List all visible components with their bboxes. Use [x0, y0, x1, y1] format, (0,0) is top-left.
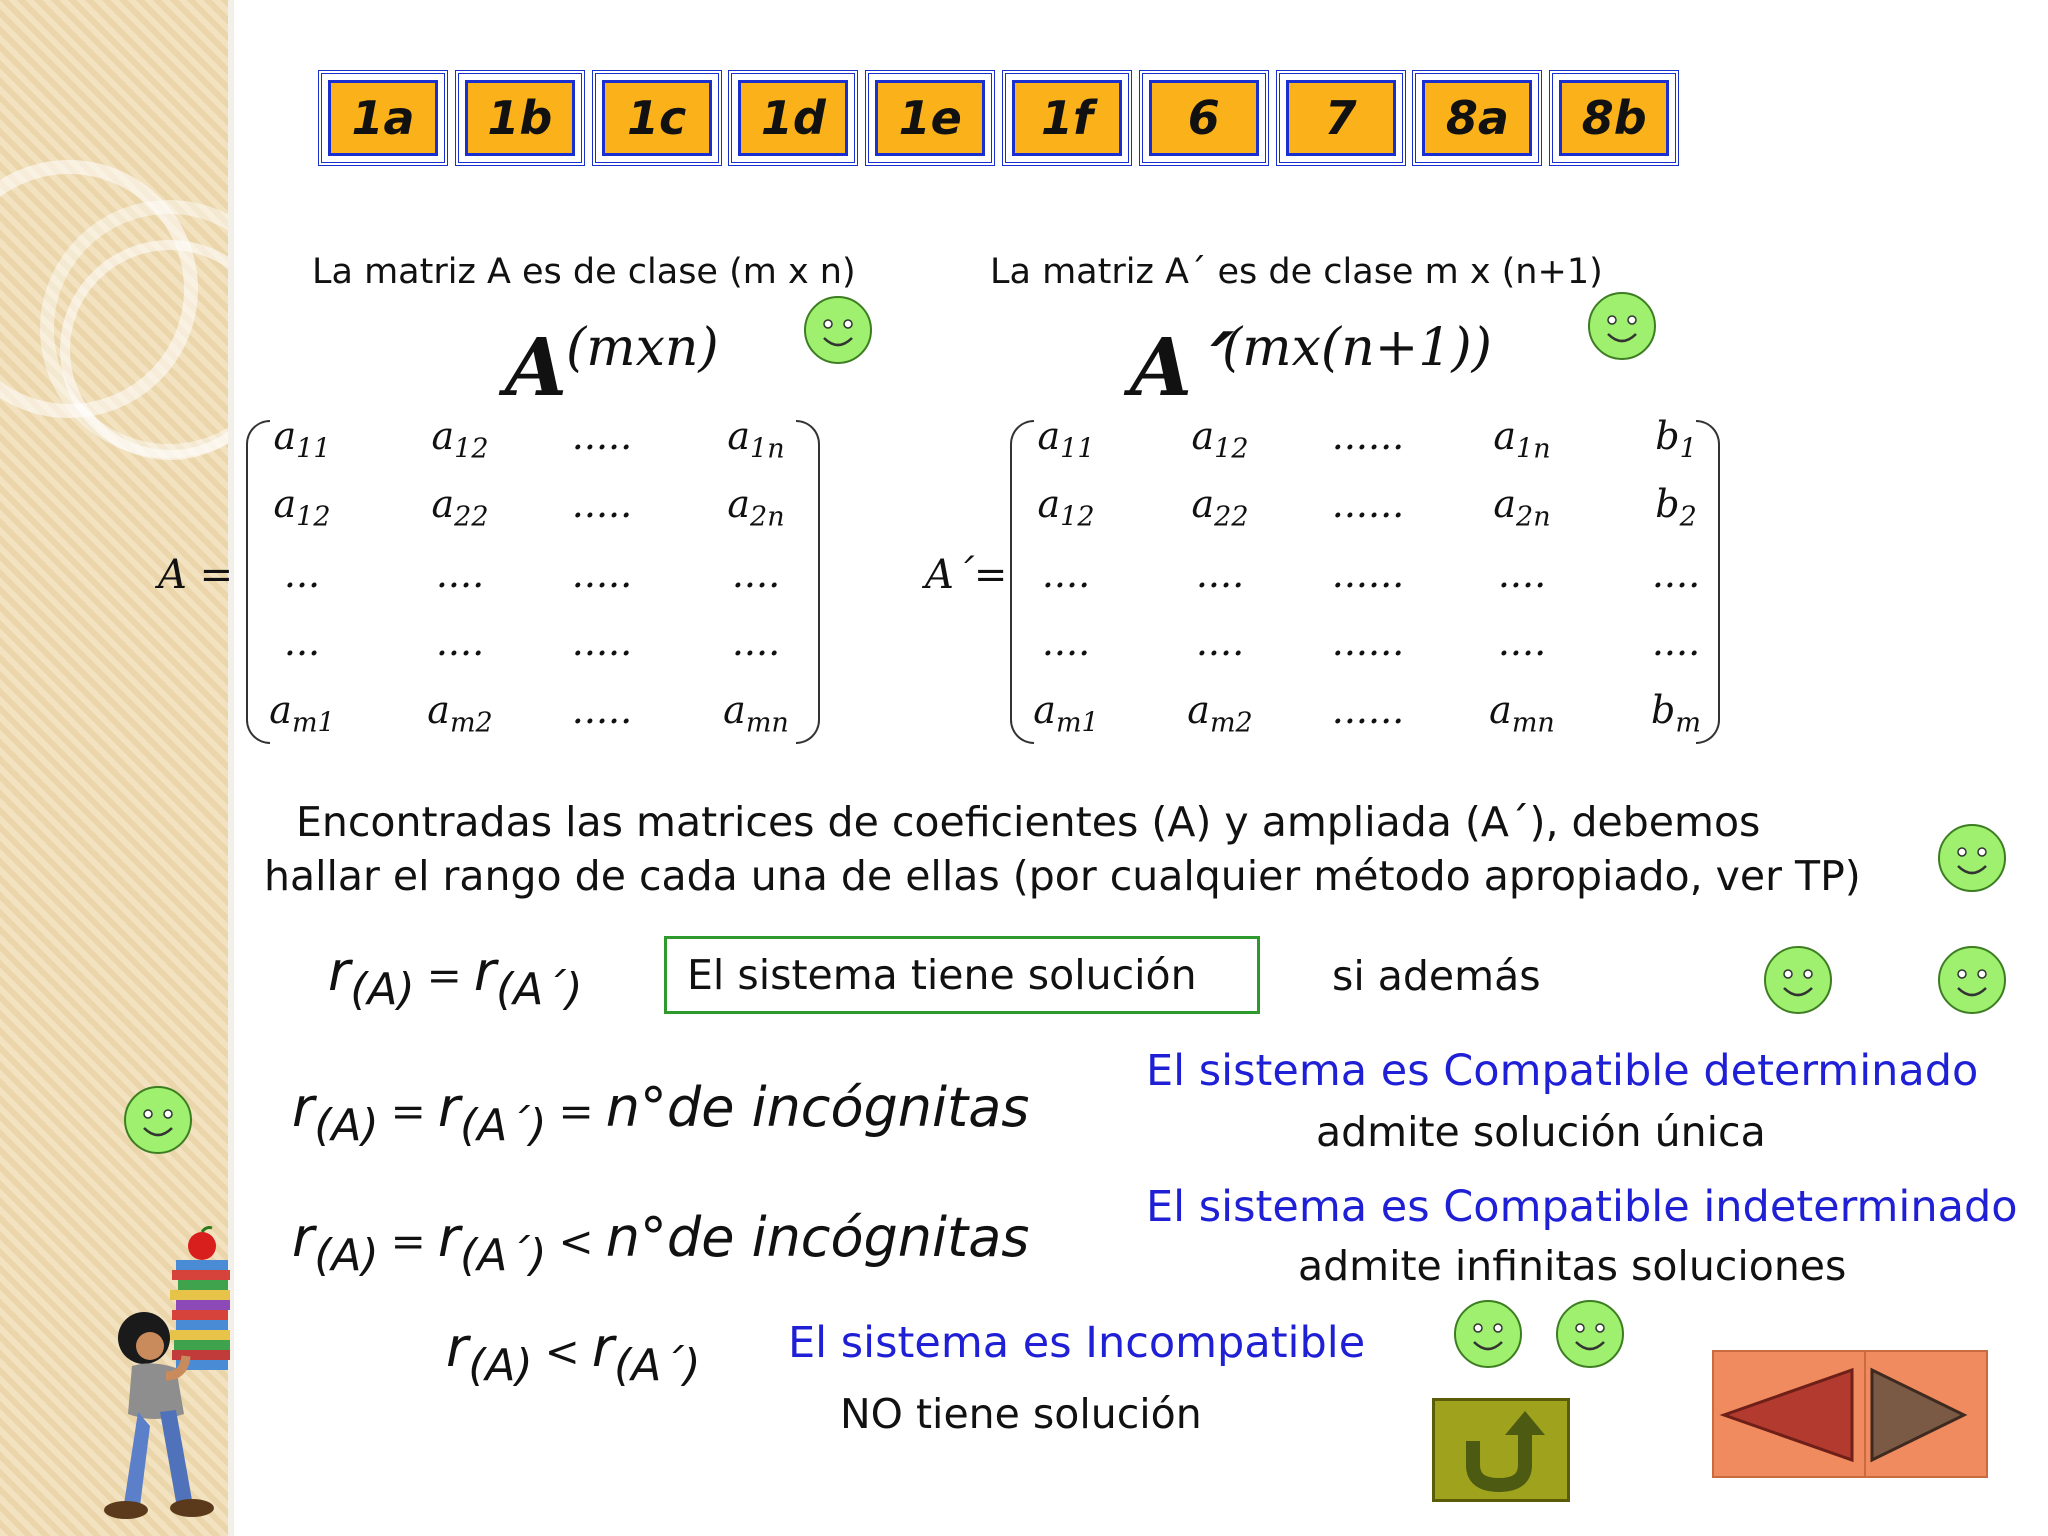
matrix-a-cell: $a_{2n}$	[727, 482, 785, 533]
return-button[interactable]	[1432, 1398, 1570, 1502]
matrix-ap-cell: ......	[1331, 552, 1405, 596]
result-incompatible-title: El sistema es Incompatible	[788, 1318, 1366, 1368]
matrix-ap-cell: ....	[1195, 552, 1245, 596]
nav-tab-8a[interactable]	[1412, 70, 1542, 166]
nav-tab-1d[interactable]	[728, 70, 858, 166]
smiley-icon[interactable]	[1452, 1298, 1524, 1370]
matrix-ap-cell: $a_{12}$	[1191, 414, 1249, 465]
matrix-a-cell: ...	[283, 552, 321, 596]
nav-tab-1a[interactable]	[318, 70, 448, 166]
matrix-ap-cell: ....	[1651, 552, 1701, 596]
matrix-ap-heading-base: A´	[1130, 320, 1233, 414]
matrix-ap-cell: ......	[1331, 688, 1405, 732]
intro-line-1: Encontradas las matrices de coeficientes (A) y ampliada (A´), debemos	[296, 798, 1761, 846]
si-ademas-text: si además	[1332, 952, 1541, 1000]
smiley-icon[interactable]	[1554, 1298, 1626, 1370]
matrix-ap-cell: ....	[1497, 552, 1547, 596]
matrix-a-class-caption: La matriz A es de clase (m x n)	[312, 252, 856, 292]
matrix-a-cell: $a_{1n}$	[727, 414, 785, 465]
has-solution-box: El sistema tiene solución	[664, 936, 1260, 1014]
matrix-ap-cell: ......	[1331, 482, 1405, 526]
nav-tab-label: 1b	[465, 80, 575, 156]
result-indeterminado-desc: admite infinitas soluciones	[1298, 1242, 1847, 1290]
matrix-ap-cell: $a_{22}$	[1191, 482, 1249, 533]
formula-equal-ranks: $r_{(A)} = r_{(A´)}$	[328, 940, 583, 1015]
matrix-ap-class-caption: La matriz A´ es de clase m x (n+1)	[990, 252, 1603, 292]
nav-tab-label: 8a	[1422, 80, 1532, 156]
matrix-ap-cell: ......	[1331, 620, 1405, 664]
nav-tab-label: 1d	[738, 80, 848, 156]
matrix-ap-cell: $a_{mn}$	[1489, 688, 1555, 739]
nav-tab-label: 1f	[1012, 80, 1122, 156]
matrix-ap-cell: ....	[1651, 620, 1701, 664]
smiley-icon[interactable]	[1936, 822, 2008, 894]
result-determinado-title: El sistema es Compatible determinado	[1146, 1046, 1979, 1096]
formula-compatible-indeterminado: $r_{(A)} = r_{(A´)} < n^\circ de$ incógnitas	[292, 1206, 1030, 1281]
matrix-a-cell: .....	[571, 620, 633, 664]
nav-tab-label: 6	[1149, 80, 1259, 156]
matrix-ap-cell: ....	[1041, 620, 1091, 664]
matrix-a-cell: $a_{12}$	[273, 482, 331, 533]
matrix-ap-cell: $a_{1n}$	[1493, 414, 1551, 465]
matrix-a-cell: $a_{11}$	[273, 414, 331, 465]
matrix-a-right-bracket	[796, 420, 820, 744]
matrix-ap-cell: $a_{2n}$	[1493, 482, 1551, 533]
nav-tab-8b[interactable]	[1549, 70, 1679, 166]
matrix-a-cell: ....	[435, 620, 485, 664]
nav-tab-1f[interactable]	[1002, 70, 1132, 166]
nav-tab-6[interactable]	[1139, 70, 1269, 166]
student-books-clipart	[96, 1226, 246, 1531]
nav-tab-label: 1a	[328, 80, 438, 156]
matrix-a-label: A =	[158, 552, 234, 598]
intro-line-2: hallar el rango de cada una de ellas (por cualquier método apropiado, ver TP)	[264, 852, 1861, 900]
matrix-a-cell: .....	[571, 688, 633, 732]
matrix-ap-cell: ....	[1497, 620, 1547, 664]
smiley-icon[interactable]	[1762, 944, 1834, 1016]
matrix-a-heading-base: A	[505, 320, 568, 414]
formula-incompatible: $r_{(A)} < r_{(A´)}$	[446, 1316, 701, 1391]
nav-tab-1e[interactable]	[865, 70, 995, 166]
nav-tab-label: 1c	[602, 80, 712, 156]
return-icon	[1435, 1401, 1567, 1499]
matrix-a-cell: ...	[283, 620, 321, 664]
matrix-a-cell: $a_{m2}$	[427, 688, 493, 739]
smiley-icon[interactable]	[1936, 944, 2008, 1016]
matrix-ap-cell: $a_{12}$	[1037, 482, 1095, 533]
nav-tab-label: 8b	[1559, 80, 1669, 156]
matrix-a-cell: .....	[571, 482, 633, 526]
result-incompatible-desc: NO tiene solución	[840, 1390, 1202, 1438]
matrix-ap-cell: $a_{11}$	[1037, 414, 1095, 465]
matrix-ap-cell: $b_m$	[1651, 688, 1701, 739]
matrix-ap-heading-superscript: (mx(n+1))	[1222, 318, 1492, 378]
matrix-ap-left-bracket	[1010, 420, 1034, 744]
matrix-a-cell: $a_{22}$	[431, 482, 489, 533]
matrix-ap-cell: $b_1$	[1655, 414, 1697, 465]
nav-tab-7[interactable]	[1276, 70, 1406, 166]
matrix-a-cell: ....	[731, 552, 781, 596]
smiley-icon[interactable]	[802, 294, 874, 366]
result-determinado-desc: admite solución única	[1316, 1108, 1766, 1156]
smiley-icon[interactable]	[1586, 290, 1658, 362]
formula-compatible-determinado: $r_{(A)} = r_{(A´)} = n^\circ de$ incógnitas	[292, 1076, 1030, 1151]
matrix-ap-cell: $b_2$	[1655, 482, 1697, 533]
smiley-icon[interactable]	[122, 1084, 194, 1156]
matrix-a-cell: $a_{12}$	[431, 414, 489, 465]
matrix-ap-cell: ......	[1331, 414, 1405, 458]
result-indeterminado-title: El sistema es Compatible indeterminado	[1146, 1182, 2018, 1232]
forward-arrow-icon[interactable]	[1864, 1350, 1988, 1478]
matrix-a-heading-superscript: (mxn)	[566, 318, 719, 378]
back-arrow-icon[interactable]	[1712, 1350, 1864, 1478]
nav-tab-1b[interactable]	[455, 70, 585, 166]
matrix-ap-cell: ....	[1041, 552, 1091, 596]
matrix-a-cell: .....	[571, 552, 633, 596]
nav-tab-label: 7	[1286, 80, 1396, 156]
matrix-a-cell: ....	[731, 620, 781, 664]
nav-tab-1c[interactable]	[592, 70, 722, 166]
matrix-a-left-bracket	[246, 420, 270, 744]
matrix-ap-cell: $a_{m2}$	[1187, 688, 1253, 739]
matrix-a-cell: $a_{mn}$	[723, 688, 789, 739]
matrix-a-cell: .....	[571, 414, 633, 458]
matrix-a-cell: $a_{m1}$	[269, 688, 335, 739]
matrix-ap-cell: ....	[1195, 620, 1245, 664]
matrix-ap-cell: $a_{m1}$	[1033, 688, 1099, 739]
matrix-a-cell: ....	[435, 552, 485, 596]
matrix-ap-label: A´=	[925, 552, 1008, 598]
nav-tab-label: 1e	[875, 80, 985, 156]
